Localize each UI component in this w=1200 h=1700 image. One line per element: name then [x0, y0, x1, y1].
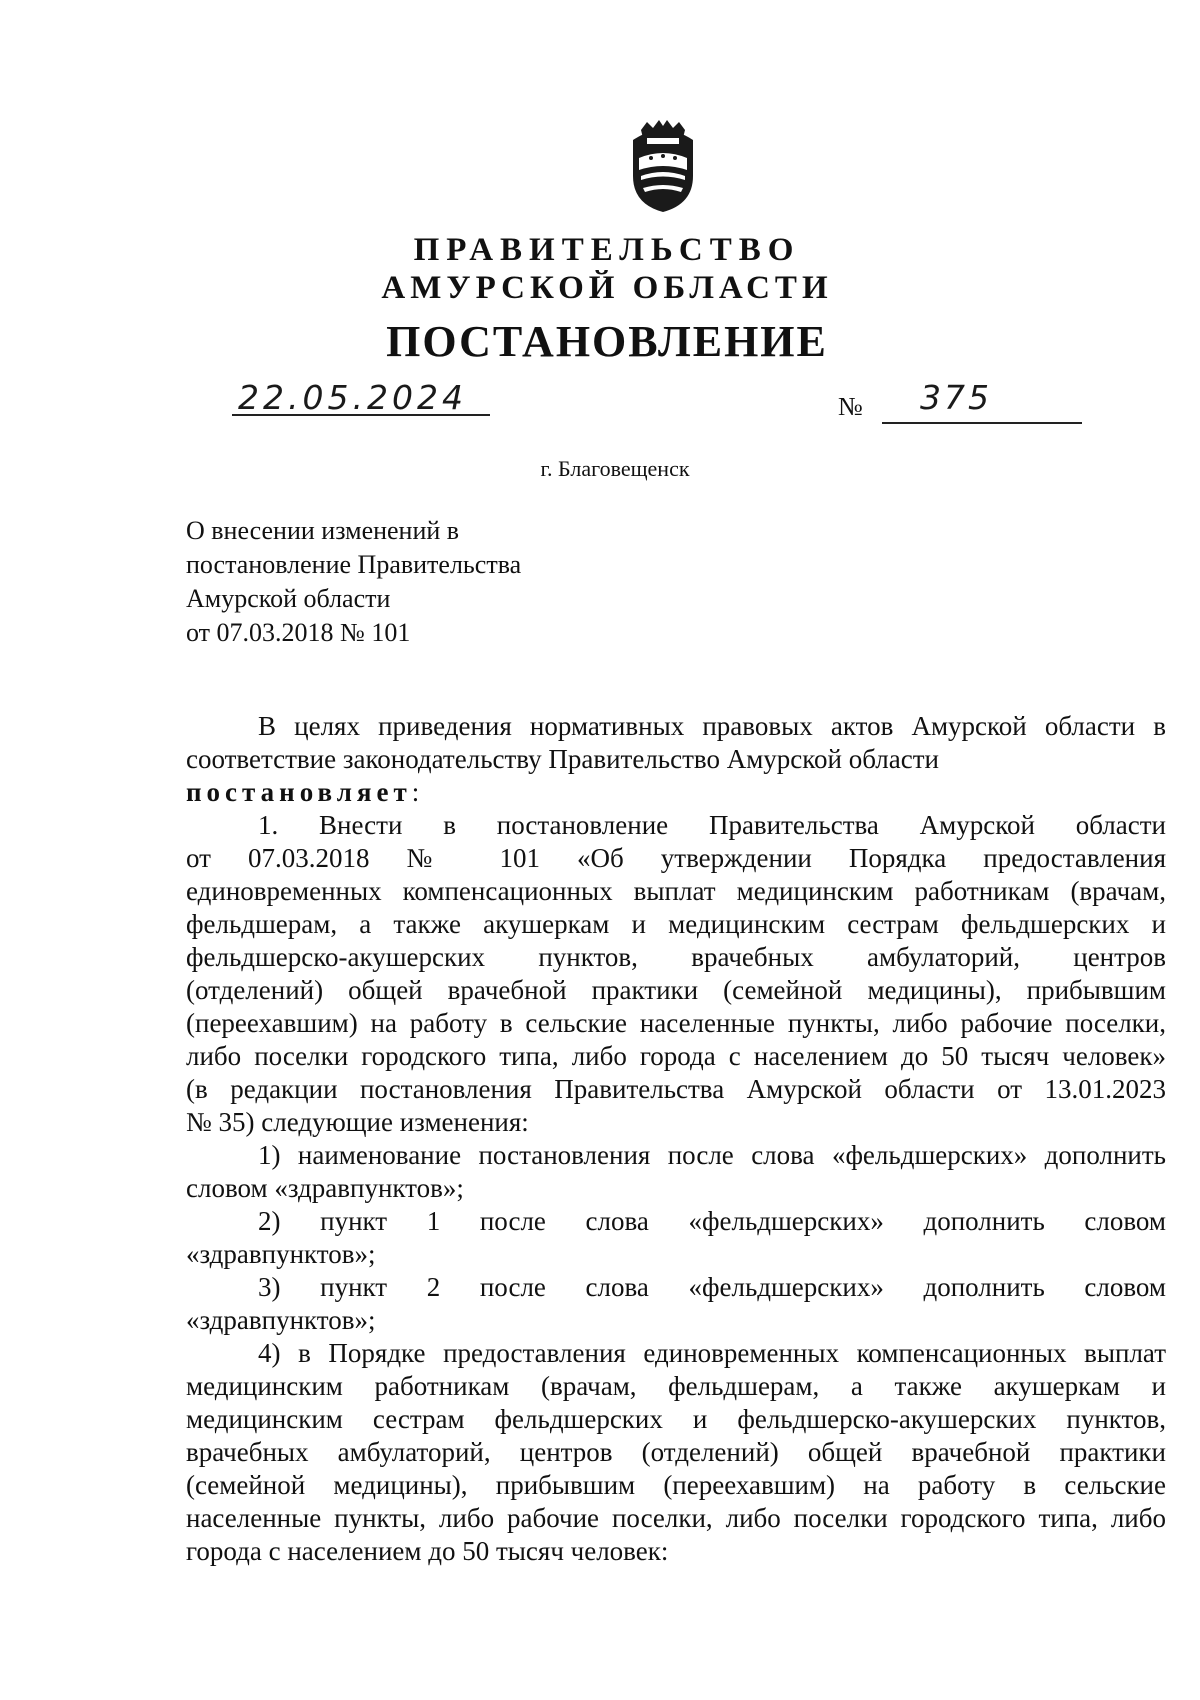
city-label: г. Благовещенск — [540, 456, 690, 481]
body-line: врачебных амбулаторий, центров (отделений) общей врачебной практики — [186, 1437, 1166, 1467]
body-line: (отделений) общей врачебной практики (семейной медицины), прибывшим — [186, 975, 1166, 1005]
body-line: № 35) следующие изменения: — [186, 1107, 529, 1137]
body-line: фельдшерам, а также акушеркам и медицинским сестрам фельдшерских и — [186, 909, 1166, 939]
body-line: единовременных компенсационных выплат медицинским работникам (врачам, — [186, 876, 1166, 906]
number-sign: № — [838, 392, 863, 421]
subject-line: от 07.03.2018 № 101 — [186, 618, 411, 647]
decree-body — [186, 710, 1166, 1568]
body-line: (в редакции постановления Правительства Амурской области от 13.01.2023 — [186, 1074, 1166, 1104]
body-line: 1) наименование постановления после слова «фельдшерских» дополнить — [258, 1140, 1166, 1170]
body-line: 4) в Порядке предоставления единовременных компенсационных выплат — [258, 1338, 1166, 1368]
document-type-title: ПОСТАНОВЛЕНИЕ — [386, 317, 828, 366]
resolves-line — [186, 776, 1166, 809]
subject-line: Амурской области — [186, 584, 391, 613]
body-line: (переехавшим) на работу в сельские населенные пункты, либо рабочие поселки, — [186, 1008, 1166, 1038]
subject-line: постановление Правительства — [186, 550, 522, 579]
body-line: либо поселки городского типа, либо города с населением до 50 тысяч человек» — [186, 1041, 1166, 1071]
resolves-colon: : — [411, 777, 420, 807]
body-line: медицинским сестрам фельдшерских и фельдшерско-акушерских пунктов, — [186, 1404, 1166, 1434]
resolves-word: постановляет — [186, 777, 412, 807]
body-line: «здравпунктов»; — [186, 1239, 376, 1269]
date-underline — [232, 414, 490, 416]
amur-oblast-coat-of-arms-icon — [621, 118, 705, 214]
number-underline — [882, 422, 1082, 424]
body-line: словом «здравпунктов»; — [186, 1173, 464, 1203]
handwritten-date: 22.05.2024 — [238, 378, 467, 417]
body-line: медицинским работникам (врачам, фельдшерам, а также акушеркам и — [186, 1371, 1166, 1401]
subject-line: О внесении изменений в — [186, 516, 460, 545]
body-line: (семейной медицины), прибывшим (переехавшим) на работу в сельские — [186, 1470, 1166, 1500]
body-line: города с населением до 50 тысяч человек: — [186, 1536, 669, 1566]
handwritten-number: 375 — [920, 378, 992, 417]
government-title: ПРАВИТЕЛЬСТВО — [413, 232, 801, 268]
body-line: 2) пункт 1 после слова «фельдшерских» дополнить словом — [258, 1206, 1166, 1236]
body-line: соответствие законодательству Правительство Амурской области — [186, 744, 939, 774]
body-line: населенные пункты, либо рабочие поселки, либо поселки городского типа, либо — [186, 1503, 1166, 1533]
body-line: 3) пункт 2 после слова «фельдшерских» дополнить словом — [258, 1272, 1166, 1302]
body-line: от 07.03.2018 № 101 «Об утверждении Порядка предоставления — [186, 843, 1166, 873]
body-line: «здравпунктов»; — [186, 1305, 376, 1335]
body-line: фельдшерско-акушерских пунктов, врачебных амбулаторий, центров — [186, 942, 1166, 972]
decree-subject — [186, 514, 606, 650]
region-title: АМУРСКОЙ ОБЛАСТИ — [381, 270, 833, 306]
body-line: В целях приведения нормативных правовых актов Амурской области в — [258, 711, 1166, 741]
body-line: 1. Внести в постановление Правительства Амурской области — [258, 810, 1166, 840]
